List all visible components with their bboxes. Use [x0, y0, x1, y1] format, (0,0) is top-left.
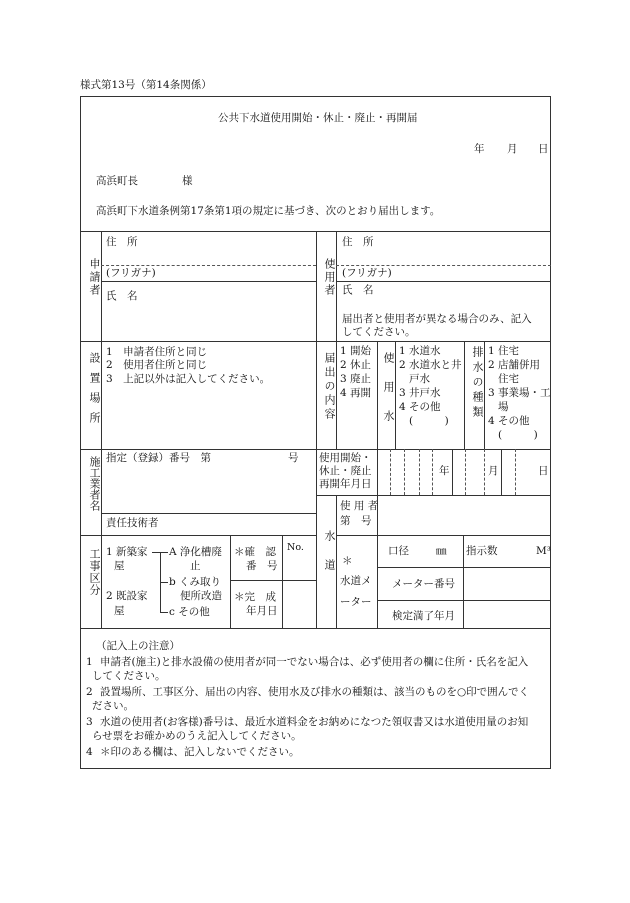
table-line	[101, 341, 102, 449]
table-line	[377, 600, 551, 601]
water-use-other-blank: ( )	[409, 415, 449, 427]
water-use-label: 使用水	[382, 352, 395, 439]
note-2-number: 2	[86, 686, 93, 698]
applicant-name-label: 氏 名	[106, 290, 138, 302]
drain-type-option-2-cont: 住宅	[498, 373, 519, 385]
site-option-3: 3 上記以外は記入してください。	[106, 373, 271, 385]
construction-option-c: c その他	[169, 606, 210, 618]
user-note-line1: 届出者と使用者が異なる場合のみ、記入	[342, 313, 532, 325]
notification-option-4: 4 再開	[340, 387, 372, 399]
table-line	[452, 449, 453, 495]
construction-option-a-cont: 止	[190, 560, 201, 572]
meter-reading-label: 指示数	[466, 545, 498, 557]
water-meter-label-1: 水道メ	[340, 575, 372, 587]
table-line	[377, 535, 378, 628]
note-3-text: 水道の使用者(お客様)番号は、最近水道料金をお納めになつた領収書又は水道使用量のお知	[100, 716, 529, 728]
table-line	[101, 281, 316, 282]
user-address-label: 住 所	[342, 236, 374, 248]
water-use-option-4: 4 その他	[399, 401, 441, 413]
table-line	[404, 449, 405, 495]
bracket-line	[160, 582, 168, 583]
construction-existing-house-cont: 屋	[114, 605, 125, 617]
usage-date-month: 月	[488, 465, 499, 477]
meter-number-label: メーター番号	[392, 578, 455, 590]
notification-option-1: 1 開始	[340, 345, 372, 357]
note-1-number: 1	[86, 656, 93, 668]
water-use-option-1: 1 水道水	[399, 345, 441, 357]
certification-expiry-label: 検定満了年月	[392, 610, 455, 622]
note-4-text: ＊印のある欄は、記入しないでください。	[100, 746, 300, 758]
table-line	[230, 580, 316, 581]
user-note-line2: してください。	[342, 326, 416, 338]
construction-new-house: 1 新築家	[106, 546, 148, 558]
table-line	[80, 628, 551, 629]
user-furigana-label: (フリガナ)	[342, 267, 392, 279]
table-line	[395, 341, 396, 449]
table-line	[101, 265, 316, 266]
bracket-line	[160, 612, 168, 613]
drain-type-options	[488, 344, 551, 442]
usage-date-day: 日	[538, 465, 549, 477]
table-line	[336, 341, 337, 449]
completion-date-label-cont: 年月日	[246, 605, 278, 617]
table-line	[230, 535, 231, 628]
bore-label: 口径	[388, 545, 409, 557]
site-option-1: 1 申請者住所と同じ	[106, 346, 208, 358]
water-use-options	[399, 344, 462, 428]
contractor-number-suffix: 号	[288, 452, 299, 464]
note-4-number: 4	[86, 746, 93, 758]
note-2-text: 設置場所、工事区分、届出の内容、使用水及び排水の種類は、該当のものを○印で囲んでく	[100, 686, 530, 698]
table-line	[336, 535, 551, 536]
table-line	[336, 281, 551, 282]
contractor-label: 施工業者名	[88, 456, 101, 511]
table-line	[336, 265, 551, 266]
date-day-label: 日	[538, 143, 549, 155]
notification-label: 届出の内容	[323, 352, 336, 422]
waterworks-user-number-label: 使 用 者	[340, 500, 379, 512]
meter-reading-unit: M³	[536, 545, 551, 557]
note-1-text-cont: してください。	[92, 670, 166, 682]
notification-option-3: 3 廃止	[340, 373, 372, 385]
construction-label: 工事区分	[88, 548, 101, 596]
drain-type-label: 排水の種類	[471, 346, 484, 421]
construction-existing-house: 2 既設家	[106, 590, 148, 602]
site-label: 設置場所	[88, 352, 101, 432]
table-line	[377, 567, 551, 568]
table-line	[336, 231, 337, 341]
waterworks-label: 水道	[323, 530, 336, 588]
usage-date-label-3: 再開年月日	[319, 478, 372, 490]
table-line	[465, 449, 466, 495]
confirmation-number-label: ＊確 認	[234, 546, 276, 558]
table-line	[390, 449, 391, 495]
note-1-text: 申請者(施主)と排水設備の使用者が同一でない場合は、必ず使用者の欄に住所・氏名を記入	[100, 656, 529, 668]
table-line	[484, 449, 485, 495]
construction-option-b-cont: 便所改造	[180, 590, 222, 602]
confirmation-number-label-cont: 番 号	[246, 560, 278, 572]
table-line	[101, 513, 316, 514]
contractor-designation-label: 指定（登録）番号 第	[106, 452, 211, 464]
water-use-option-2: 2 水道水と井	[399, 359, 462, 371]
bore-unit: ㎜	[436, 545, 447, 557]
table-line	[282, 535, 283, 628]
notification-option-2: 2 休止	[340, 359, 372, 371]
applicant-address-label: 住 所	[106, 236, 138, 248]
addressee-name: 高浜町長	[96, 175, 138, 187]
construction-option-b: b くみ取り	[169, 576, 222, 588]
table-line	[377, 449, 378, 495]
user-label: 使用者	[323, 258, 336, 297]
table-line	[501, 449, 502, 495]
table-line	[463, 535, 464, 628]
applicant-label: 申請者	[88, 258, 101, 297]
user-name-label: 氏 名	[342, 284, 374, 296]
table-line	[101, 231, 102, 341]
form-title: 公共下水道使用開始・休止・廃止・再開届	[218, 112, 418, 124]
date-month-label: 月	[507, 143, 518, 155]
construction-option-a: A 浄化槽廃	[169, 546, 222, 558]
intro-text: 高浜町下水道条例第17条第1項の規定に基づき、次のとおり届出します。	[96, 205, 441, 217]
applicant-furigana-label: (フリガナ)	[106, 267, 156, 279]
table-line	[419, 449, 420, 495]
usage-date-label-2: 休止・廃止	[319, 465, 372, 477]
notification-options	[340, 344, 371, 400]
drain-type-option-1: 1 住宅	[488, 345, 520, 357]
site-option-2: 2 使用者住所と同じ	[106, 359, 208, 371]
construction-new-house-cont: 屋	[114, 560, 125, 572]
drain-type-option-3-cont: 場	[498, 401, 509, 413]
note-2-text-cont: ださい。	[92, 700, 134, 712]
waterworks-user-number-suffix: 第 号	[340, 515, 372, 527]
drain-type-option-2: 2 店舗併用	[488, 359, 541, 371]
table-line	[316, 495, 551, 496]
date-year-label: 年	[474, 143, 485, 155]
water-use-option-2-cont: 戸水	[409, 373, 430, 385]
form-number: 様式第13号（第14条関係）	[80, 79, 212, 91]
table-line	[515, 449, 516, 495]
water-use-option-3: 3 井戸水	[399, 387, 441, 399]
waterworks-asterisk: ＊	[342, 555, 353, 567]
table-line	[432, 449, 433, 495]
note-3-number: 3	[86, 716, 93, 728]
notes-heading: （記入上の注意）	[96, 640, 180, 652]
usage-date-label-1: 使用開始・	[319, 452, 372, 464]
number-abbreviation: No.	[287, 542, 304, 553]
addressee-honorific: 様	[182, 175, 193, 187]
responsible-engineer-label: 責任技術者	[106, 517, 159, 529]
table-line	[336, 495, 337, 628]
completion-date-label: ＊完 成	[234, 591, 276, 603]
usage-date-year: 年	[439, 465, 450, 477]
drain-type-option-4: 4 その他	[488, 415, 530, 427]
drain-type-other-blank: ( )	[498, 429, 538, 441]
table-line	[80, 535, 316, 536]
table-line	[484, 341, 485, 449]
water-meter-label-2: ーター	[340, 596, 372, 608]
drain-type-option-3: 3 事業場・工	[488, 387, 551, 399]
note-3-text-cont: らせ票をお確かめのうえ記入してください。	[92, 730, 302, 742]
table-line	[101, 449, 102, 628]
